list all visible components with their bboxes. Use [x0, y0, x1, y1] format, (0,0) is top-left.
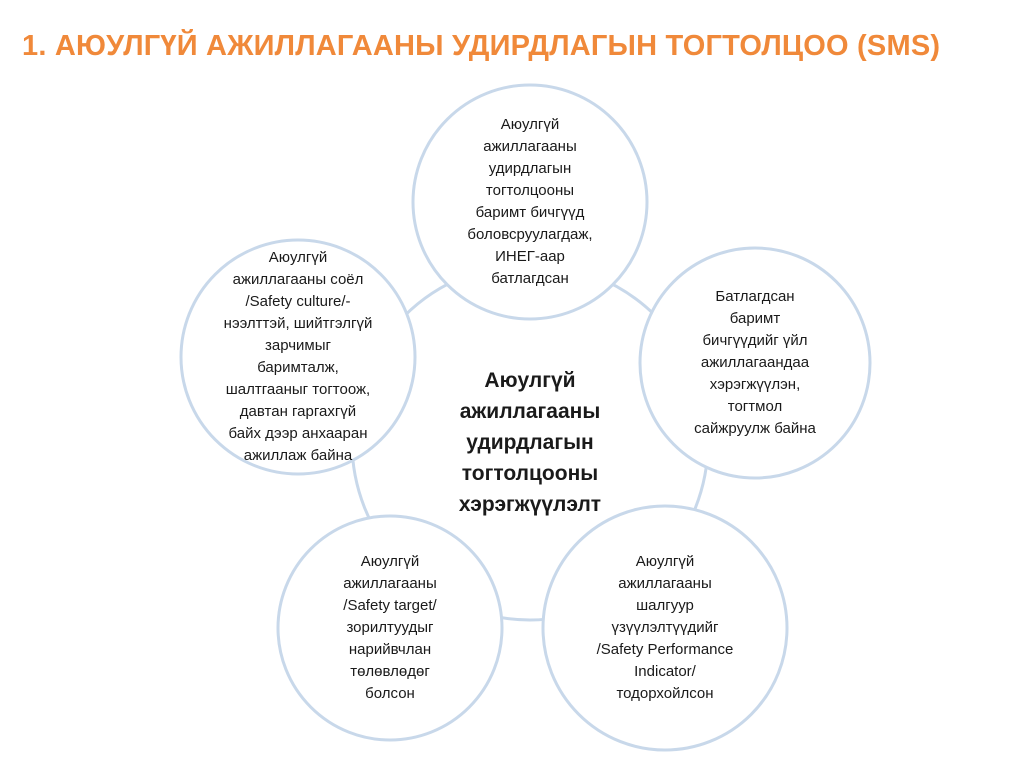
label-line: баримт бичгүүд — [475, 204, 585, 221]
label-text — [343, 551, 437, 705]
label-line: /Safety culture/- — [245, 293, 351, 310]
label-line: ажиллагааны соёл — [232, 271, 364, 288]
label-line: /Safety target/ — [343, 597, 437, 614]
label-line: сайжруулж байна — [694, 420, 816, 437]
label-line: зарчимыг — [265, 337, 331, 354]
label-text — [224, 247, 373, 467]
label-line: тогтолцооны — [485, 182, 575, 199]
label-text — [467, 114, 592, 290]
label-line: /Safety Performance — [596, 641, 734, 658]
label-line: хэрэгжүүлэн, — [709, 376, 801, 393]
label-line: нарийвчлан — [348, 641, 432, 658]
label-line: зорилтуудыг — [346, 619, 434, 636]
label-line: баримт — [729, 310, 781, 327]
label-line: ажиллаж байна — [243, 447, 353, 464]
label-line: удирдлагын — [466, 430, 594, 454]
label-line: баримталж, — [257, 359, 339, 376]
label-line: шалгуур — [636, 597, 694, 614]
label-line: батлагдсан — [491, 270, 569, 287]
slide-title: 1. АЮУЛГҮЙ АЖИЛЛАГААНЫ УДИРДЛАГЫН ТОГТОЛЦОО (SMS) — [22, 30, 941, 62]
label-line: ажиллагааны — [618, 575, 712, 592]
node-label-bottom-left — [300, 550, 480, 706]
label-line: ажиллагаандаа — [700, 354, 810, 371]
label-line: үзүүлэлтүүдийг — [611, 619, 719, 636]
label-line: ажиллагааны — [459, 399, 601, 423]
node-label-right — [660, 286, 850, 440]
label-line: бичгүүдийг үйл — [702, 332, 808, 349]
node-label-top — [430, 110, 630, 294]
label-line: Аюулгүй — [268, 249, 328, 266]
label-line: удирдлагын — [488, 160, 572, 177]
label-line: Аюулгүй — [500, 116, 560, 133]
label-line: нээлттэй, шийтгэлгүй — [223, 315, 373, 332]
node-label-bottom-right — [565, 550, 765, 706]
label-text — [597, 551, 734, 705]
label-text — [459, 365, 601, 520]
label-line: боловсруулагдаж, — [467, 226, 593, 243]
label-line: хэрэгжүүлэлт — [458, 492, 602, 516]
label-line: болсон — [365, 685, 415, 702]
label-line: тогтмол — [727, 398, 783, 415]
label-line: Аюулгүй — [635, 553, 695, 570]
label-line: Аюулгүй — [360, 553, 420, 570]
label-line: ИНЕГ-аар — [495, 248, 565, 265]
label-line: ажиллагааны — [483, 138, 577, 155]
label-line: шалтгааныг тогтоож, — [225, 381, 371, 398]
center-label — [410, 357, 650, 527]
label-line: байх дээр анхааран — [228, 425, 368, 442]
label-line: төлөвлөдөг — [350, 663, 430, 680]
label-line: Аюулгүй — [484, 368, 576, 392]
label-line: давтан гаргахгүй — [239, 403, 357, 420]
label-line: тодорхойлсон — [616, 685, 714, 702]
label-line: ажиллагааны — [343, 575, 437, 592]
label-text — [694, 286, 816, 440]
label-line: Батлагдсан — [715, 288, 795, 305]
label-line: тогтолцооны — [461, 461, 599, 485]
node-label-left — [198, 247, 398, 467]
label-line: Indicator/ — [634, 663, 696, 680]
